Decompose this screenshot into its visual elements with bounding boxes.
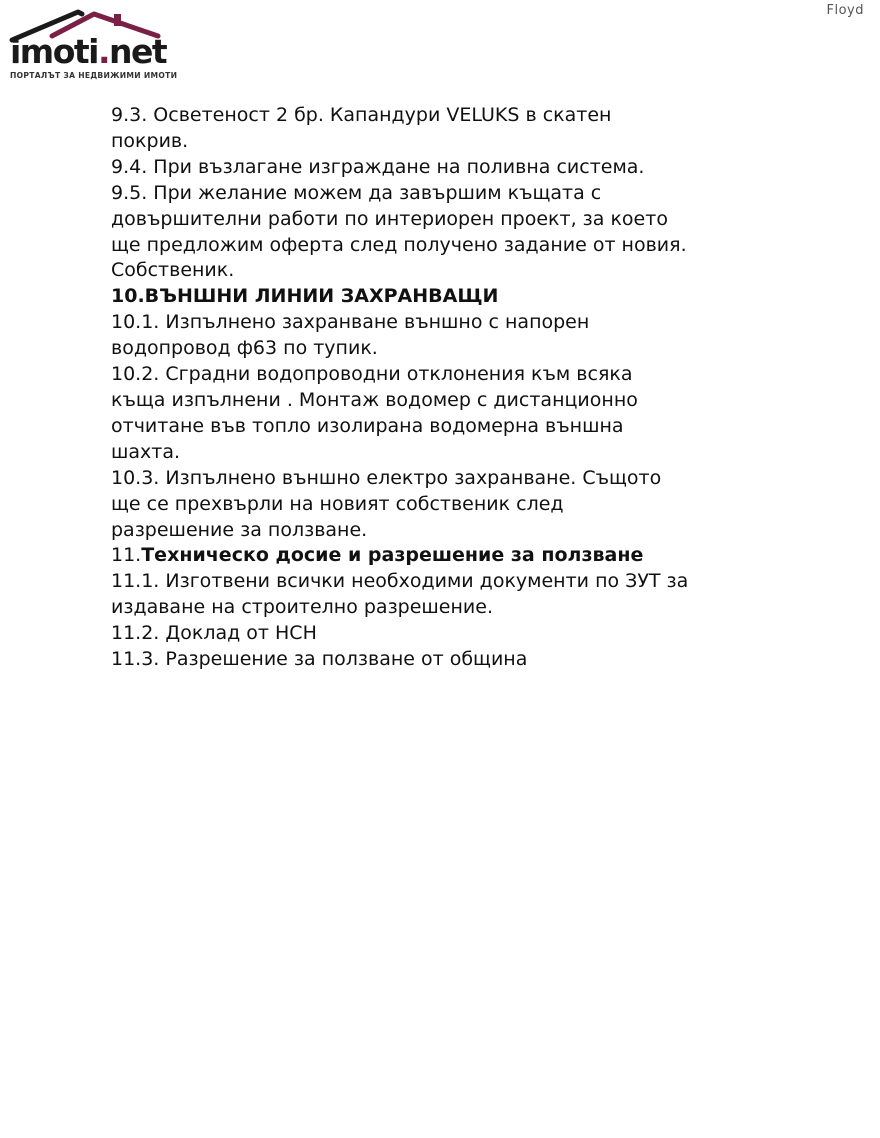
- document-line: 9.5. При желание можем да завършим къщата с: [111, 181, 602, 204]
- section-heading: [111, 543, 791, 569]
- document-line: 11.3. Разрешение за ползване от община: [111, 648, 528, 671]
- document-line: 10.2. Сградни водопроводни отклонения към всяка: [111, 363, 633, 386]
- document-line: шахта.: [111, 440, 181, 463]
- logo-tagline: ПОРТАЛЪТ ЗА НЕДВИЖИМИ ИМОТИ: [10, 71, 178, 80]
- section-number: 11.: [111, 544, 142, 567]
- document-line: 10.1. Изпълнено захранване външно с напорен: [111, 311, 590, 334]
- document-line: издаване на строително разрешение.: [111, 596, 493, 619]
- logo-word-tld: net: [109, 32, 167, 71]
- document-line: довършителни работи по интериорен проект, за което: [111, 207, 668, 230]
- document-line: Собственик.: [111, 259, 235, 282]
- logo-word-dot: .: [97, 32, 110, 71]
- document-line: 9.4. При възлагане изграждане на поливна система.: [111, 155, 645, 178]
- corner-mark: Floyd: [826, 3, 864, 18]
- document-line: ще се прехвърли на новият собственик след: [111, 492, 564, 515]
- document-line: 9.3. Осветеност 2 бр. Капандури VELUKS в скатен: [111, 104, 612, 126]
- document-line: ще предложим оферта след получено задание от новия.: [111, 233, 687, 256]
- logo-word-main: imoti: [10, 32, 98, 71]
- document-line: разрешение за ползване.: [111, 518, 368, 541]
- document-line: 11.1. Изготвени всички необходими документи по ЗУТ за: [111, 570, 689, 593]
- imoti-logo[interactable]: [8, 8, 178, 84]
- document-body: [111, 103, 791, 673]
- document-line: отчитане във топло изолирана водомерна външна: [111, 414, 624, 437]
- document-line: 10.3. Изпълнено външно електро захранване. Същото: [111, 466, 662, 489]
- section-title: Техническо досие и разрешение за ползване: [141, 544, 644, 567]
- logo-wordmark: [10, 34, 166, 70]
- document-line: водопровод ф63 по тупик.: [111, 337, 378, 360]
- document-line: къща изпълнени . Монтаж водомер с дистанционно: [111, 388, 638, 411]
- document-line: 11.2. Доклад от НСН: [111, 622, 317, 645]
- document-line: покрив.: [111, 129, 189, 152]
- section-heading: 10.ВЪНШНИ ЛИНИИ ЗАХРАНВАЩИ: [111, 285, 499, 308]
